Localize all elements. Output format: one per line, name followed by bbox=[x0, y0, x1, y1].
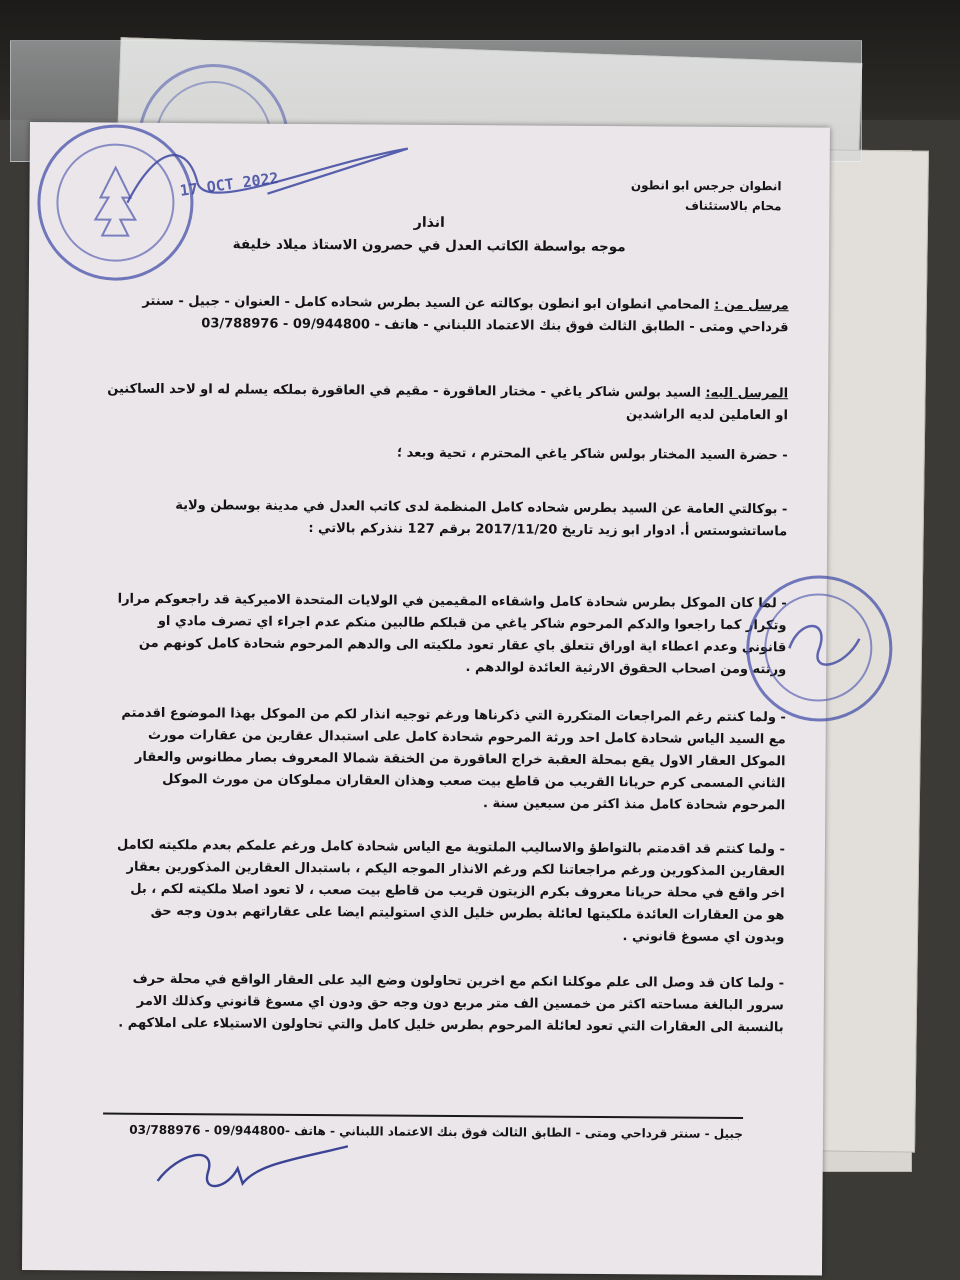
lawyer-name: انطوان جرجس ابو انطون bbox=[630, 178, 782, 194]
paragraph-4 bbox=[64, 834, 785, 949]
date-stamp: 17 OCT 2022 bbox=[178, 168, 280, 200]
paragraph-line: ورثته ومن اصحاب الحقوق الارثية العائدة لوالدهم . bbox=[465, 660, 787, 678]
document-page bbox=[22, 122, 830, 1276]
document-title: انذار bbox=[413, 214, 445, 231]
sender-line-1: المحامي انطوان ابو انطون بوكالته عن السيد بطرس شحاده كامل - العنوان - جبيل - سنتر bbox=[142, 293, 710, 313]
lawyer-title: محام بالاستئناف bbox=[684, 198, 782, 214]
paragraph-5 bbox=[64, 968, 784, 1039]
document-subtitle: موجه بواسطة الكاتب العدل في حصرون الاستاذ ميلاد خليفة bbox=[232, 236, 626, 256]
sender-block bbox=[69, 290, 789, 339]
paragraph-line: بالنسبة الى العقارات التي تعود لعائلة المرحوم بطرس خليل كامل والتي تحاولون الاستيلاء على املاكهم . bbox=[118, 1015, 784, 1036]
paragraph-2 bbox=[66, 588, 787, 681]
sender-line-2: قرداحي ومتى - الطابق الثالث فوق بنك الاعتماد اللبناني - هاتف - 09/944800 - 03/788976 bbox=[201, 316, 789, 336]
paragraph-line: سرور البالغة مساحته اكثر من خمسين الف متر مربع دون وجه حق ودون اي مسوغ قانوني وكذلك الامر bbox=[136, 993, 784, 1014]
paragraph-line: مع السيد الياس شحادة كامل احد ورثة المرحوم شحادة كامل على استبدال عقارين من عقارات مورث bbox=[147, 727, 786, 748]
paragraph-line: هو من العقارات العائدة ملكيتها لعائلة بطرس خليل الذي استوليتم ايضا على عقاراتهم بدون وجه حق bbox=[150, 903, 785, 924]
paragraph-line: الثاني المسمى كرم حريانا القريب من قاطع بيت صعب وهذان العقاران مملوكان من مورث الموكل bbox=[162, 771, 786, 792]
paragraph-line: قانوني وعدم اعطاء اية اوراق تتعلق باي عقار تعود ملكيته الى والدهم المرحوم شحادة كامل كونهم من bbox=[138, 635, 787, 656]
recipient-line-1: السيد بولس شاكر ياغي - مختار العاقورة - مقيم في العاقورة بملكه يسلم له او لاحد الساكنين bbox=[107, 381, 701, 401]
paragraph-line: - لما كان الموكل بطرس شحادة كامل واشقاءه المقيمين في الولايات المتحدة الاميركية قد راجعوكم مرارا bbox=[117, 591, 787, 612]
sender-label: مرسل من : bbox=[714, 297, 789, 314]
paragraph-line: - ولما كنتم قد اقدمتم بالتواطؤ والاساليب الملتوية مع الياس شحادة كامل ورغم علمكم بعدم ملكيته لكامل bbox=[116, 837, 785, 858]
right-notary-stamp bbox=[746, 575, 893, 722]
paragraph-3 bbox=[65, 702, 786, 817]
recipient-label: المرسل اليه: bbox=[705, 385, 789, 402]
paragraph-line: وتكرار كما راجعوا والدكم المرحوم شاكر ياغي من قبلكم طالبين منكم عدم اجراء اي تصرف مادي او bbox=[157, 613, 787, 634]
paragraph-line: المرحوم شحادة كامل منذ اكثر من سبعين سنة . bbox=[482, 796, 786, 814]
paragraph-line: اخر واقع في محلة حريانا معروف بكرم الزيتون قريب من قاطع بيت صعب ، لا تعود اصلا ملكيته لكم ، بل bbox=[130, 881, 785, 902]
lawyer-signature bbox=[147, 1133, 367, 1205]
paragraph-line: وبدون اي مسوغ قانوني . bbox=[622, 929, 785, 946]
footer-divider bbox=[103, 1113, 743, 1119]
paragraph-line: الموكل العقار الاول يقع بمحلة العقبة خراج العاقورة من الخنقة شمالا المعروف بصار مطانوس والعقار bbox=[134, 749, 786, 770]
paragraph-line: - ولما كان قد وصل الى علم موكلنا انكم مع اخرين تحاولون وضع اليد على العقار الواقع في محلة حرف bbox=[132, 971, 785, 992]
paragraph-line: العقارين المذكورين ورغم مراجعاتنا لكم ورغم الانذار الموجه اليكم ، باستبدال العقارين المذكورين بعقار bbox=[126, 859, 785, 880]
paragraph-line: ماساتشوستس أ. ادوار ابو زيد تاريخ 2017/11/20 برقم 127 ننذركم بالاتي : bbox=[308, 520, 788, 540]
paragraph-line: - ولما كنتم رغم المراجعات المتكررة التي ذكرناها ورغم توجيه انذار لكم من الموكل بهذا الموضوع اقدمتم bbox=[121, 705, 786, 726]
footer-address: جبيل - سنتر قرداحي ومتى - الطابق الثالث فوق بنك الاعتماد اللبناني - هاتف -09/944800 - 03/788976 bbox=[129, 1122, 744, 1142]
paragraph-1 bbox=[67, 494, 787, 543]
recipient-block bbox=[68, 378, 788, 427]
greeting: - حضرة السيد المختار بولس شاكر ياغي المحترم ، تحية وبعد ؛ bbox=[396, 445, 788, 464]
stamp-signature-icon bbox=[749, 578, 890, 719]
recipient-line-2: او العاملين لديه الراشدين bbox=[625, 407, 789, 424]
paragraph-line: - بوكالتي العامة عن السيد بطرس شحاده كامل المنظمة لدى كاتب العدل في مدينة بوسطن ولاية bbox=[175, 498, 788, 518]
